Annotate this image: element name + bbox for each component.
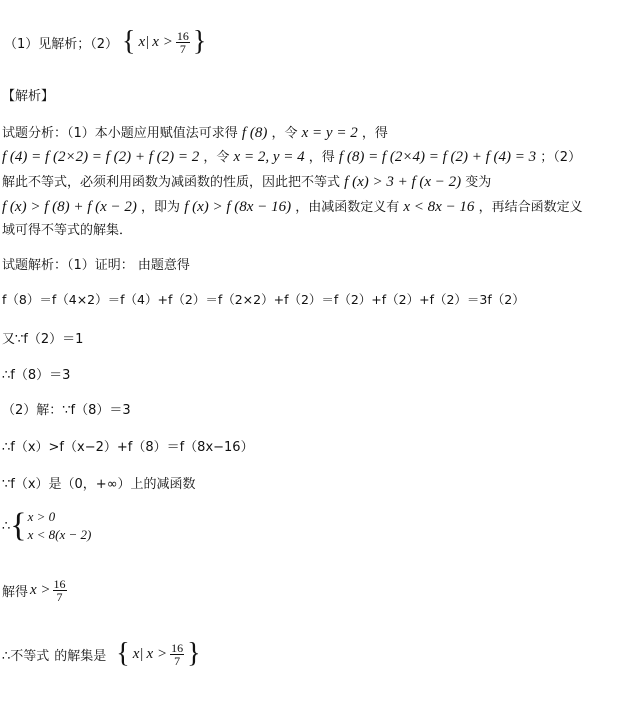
set-open-brace: { — [116, 638, 130, 669]
set-fraction — [176, 30, 190, 55]
solution-line-2: f（8）＝f（4×2）＝f（4）+f（2）＝f（2×2）+f（2）＝f（2）+f（2）+f（2）＝3f（2） — [2, 292, 525, 307]
analysis-text: ，令 — [271, 126, 298, 141]
set-condition: x > — [152, 33, 173, 50]
formula-inequality: f (x) > f (8) + f (x − 2) — [2, 199, 137, 215]
analysis-line-2 — [2, 146, 581, 166]
solution-line-4: ∴f（8）＝3 — [2, 368, 71, 383]
formula-assign: x = y = 2 — [301, 125, 358, 141]
solution-line-5: （2）解：∵f（8）＝3 — [2, 403, 131, 418]
analysis-text: ，由减函数定义有 — [295, 200, 400, 215]
formula-f8-value: f (8) = f (2×4) = f (2) + f (4) = 3 — [338, 149, 537, 165]
system-row-2: x < 8(x − 2) — [27, 527, 92, 542]
analysis-text: ，再结合函数定义 — [478, 200, 583, 215]
formula-inequality: f (x) > 3 + f (x − 2) — [344, 174, 462, 190]
set-fraction — [170, 642, 184, 667]
system-brace-group — [10, 508, 91, 544]
result-fraction — [53, 578, 67, 603]
set-variable: x| — [138, 33, 150, 50]
fraction-denominator: 7 — [179, 41, 186, 56]
analysis-text: ，令 — [203, 150, 230, 165]
system-left-brace: { — [10, 507, 27, 544]
fraction-numerator: 16 — [53, 577, 66, 591]
analysis-text: ；（2） — [540, 150, 582, 165]
final-prefix: ∴不等式 — [2, 648, 50, 664]
set-open-brace: { — [122, 26, 136, 57]
fraction-numerator: 16 — [176, 28, 189, 43]
final-line — [2, 640, 201, 668]
formula-f8: f (8) — [241, 125, 268, 141]
analysis-line-5: 域可得不等式的解集． — [2, 223, 133, 238]
solution-line-7: ∵f（x）是（0，+∞）上的减函数 — [2, 477, 196, 492]
answer-solution-set — [122, 28, 206, 56]
formula-inequality: x < 8x − 16 — [403, 199, 475, 215]
set-condition: x > — [146, 645, 168, 662]
set-close-brace: } — [192, 26, 207, 57]
analysis-heading: 【解析】 — [2, 89, 55, 104]
analysis-text: ，即为 — [141, 200, 181, 215]
analysis-line-1 — [2, 122, 388, 142]
solution-line-1: 试题解析：（1）证明： 由题意得 — [2, 258, 190, 273]
final-solution-set — [116, 640, 200, 668]
analysis-line-3 — [2, 171, 491, 191]
result-line — [2, 578, 67, 603]
analysis-text: 试题分析：（1）本小题应用赋值法可求得 — [2, 126, 238, 141]
solution-line-3: 又∵f（2）＝1 — [2, 332, 84, 347]
system-rows — [28, 508, 92, 544]
answer-part-text: （1）见解析；（2） — [4, 36, 119, 52]
analysis-text: 解此不等式，必须利用函数为减函数的性质，因此把不等式 — [2, 175, 341, 190]
answer-line — [4, 28, 206, 56]
fraction-numerator: 16 — [171, 640, 184, 655]
analysis-text: ，得 — [361, 126, 388, 141]
therefore-symbol: ∴ — [2, 518, 11, 534]
final-mid: 的解集是 — [54, 648, 107, 664]
analysis-text: ，得 — [308, 150, 335, 165]
result-prefix: 解得 — [2, 585, 29, 600]
set-close-brace: } — [187, 638, 201, 669]
inequality-system — [2, 508, 91, 544]
formula-assign: x = 2, y = 4 — [233, 149, 305, 165]
formula-f4: f (4) = f (2×2) = f (2) + f (2) = 2 — [2, 149, 200, 165]
fraction-denominator: 7 — [56, 590, 63, 604]
result-expression: x > — [30, 582, 51, 598]
formula-inequality: f (x) > f (8x − 16) — [184, 199, 292, 215]
analysis-text: 变为 — [465, 175, 492, 190]
system-row-1: x > 0 — [27, 509, 56, 524]
analysis-line-4 — [2, 196, 583, 216]
set-variable: x| — [132, 645, 144, 662]
fraction-denominator: 7 — [174, 653, 181, 668]
solution-line-6: ∴f（x）>f（x−2）+f（8）＝f（8x−16） — [2, 440, 254, 455]
